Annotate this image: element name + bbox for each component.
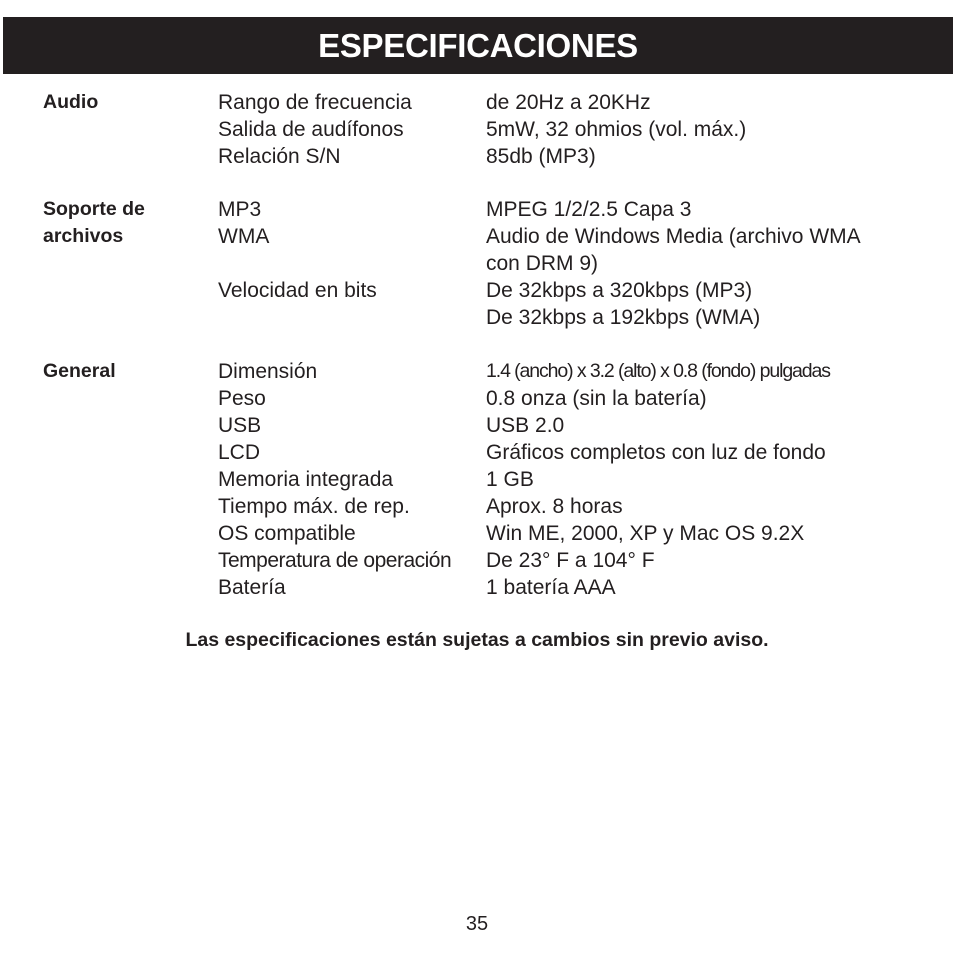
title-banner [3, 17, 953, 74]
spec-value: De 32kbps a 320kbps (MP3) [486, 279, 753, 302]
spec-value: De 32kbps a 192kbps (WMA) [486, 306, 761, 329]
spec-value: Win ME, 2000, XP y Mac OS 9.2X [486, 522, 805, 545]
spec-value: con DRM 9) [486, 252, 599, 275]
spec-row [0, 304, 954, 331]
spec-row [0, 493, 954, 520]
category-line: archivos [43, 225, 124, 247]
spec-row [0, 574, 954, 601]
spec-value: 85db (MP3) [486, 145, 596, 168]
spec-value: 1.4 (ancho) x 3.2 (alto) x 0.8 (fondo) pulgadas [486, 360, 830, 382]
spec-value: USB 2.0 [486, 414, 565, 437]
page-number: 35 [465, 913, 489, 935]
spec-row [0, 143, 954, 170]
spec-label: USB [218, 414, 262, 437]
spec-label: Tiempo máx. de rep. [218, 495, 410, 518]
spec-row [0, 250, 954, 277]
spec-label: OS compatible [218, 522, 356, 545]
spec-row [0, 196, 954, 223]
spec-row [0, 466, 954, 493]
spec-value: de 20Hz a 20KHz [486, 91, 651, 114]
spec-label: Batería [218, 576, 286, 599]
spec-value: 0.8 onza (sin la batería) [486, 387, 707, 410]
spec-label: MP3 [218, 198, 262, 221]
spec-row [0, 412, 954, 439]
spec-value: De 23° F a 104° F [486, 549, 655, 572]
spec-label: Dimensión [218, 360, 318, 383]
spec-label: LCD [218, 441, 261, 464]
spec-label: Rango de frecuencia [218, 91, 412, 114]
spec-row [0, 223, 954, 250]
category-line: Soporte de [43, 198, 145, 220]
spec-row [0, 439, 954, 466]
category-line: General [43, 360, 116, 382]
disclaimer-note: Las especificaciones están sujetas a cambios sin previo aviso. [185, 629, 769, 651]
spec-label: Relación S/N [218, 145, 341, 168]
spec-value: 1 batería AAA [486, 576, 616, 599]
spec-label: Velocidad en bits [218, 279, 377, 302]
spec-row [0, 520, 954, 547]
spec-label: Temperatura de operación [218, 549, 452, 572]
category-line: Audio [43, 91, 99, 113]
spec-row [0, 89, 954, 116]
spec-row [0, 547, 954, 574]
page-title: ESPECIFICACIONES [318, 27, 638, 64]
spec-value: Gráficos completos con luz de fondo [486, 441, 826, 464]
spec-label: Memoria integrada [218, 468, 394, 491]
spec-label: WMA [218, 225, 270, 248]
spec-value: Audio de Windows Media (archivo WMA [486, 225, 861, 248]
spec-value: 1 GB [486, 468, 534, 491]
spec-row [0, 385, 954, 412]
spec-value: 5mW, 32 ohmios (vol. máx.) [486, 118, 747, 141]
spec-label: Peso [218, 387, 266, 410]
spec-value: MPEG 1/2/2.5 Capa 3 [486, 198, 692, 221]
spec-value: Aprox. 8 horas [486, 495, 623, 518]
spec-row [0, 116, 954, 143]
spec-row [0, 358, 954, 385]
spec-label: Salida de audífonos [218, 118, 404, 141]
spec-row [0, 277, 954, 304]
